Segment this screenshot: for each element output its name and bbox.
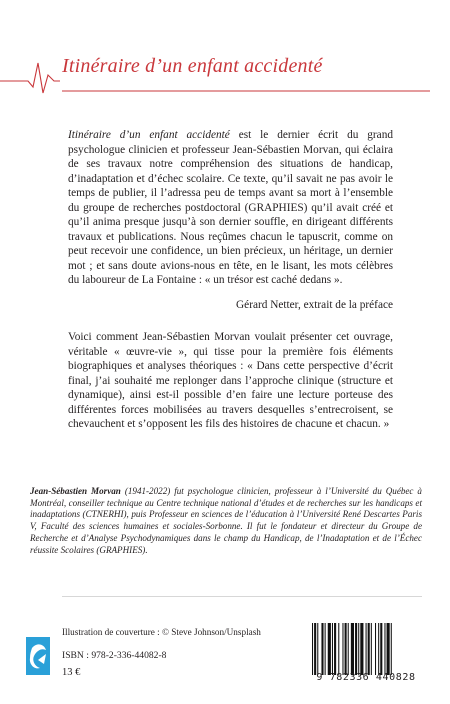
book-title: Itinéraire d’un enfant accidenté [62, 55, 323, 77]
barcode-digits: 9 782336 440828 [316, 672, 416, 683]
author-bio-text: (1941-2022) fut psychologue clinicien, professeur à l’Université du Québec à Montréal, conseiller technique au Centre technique national d’études et de recherches sur les handicaps et inadaptations (CTNERHI), puis Professeur en sciences de l’éducation à l’Université René Descartes Paris V, Faculté des sciences humaines et sociales-Sorbonne. Il fut le fondateur et directeur du Groupe de Recherche et d’Analyse Psychodynamiques dans le champ du Handicap, de l’Inadaptation et de l’Échec réussite Scolaires (GRAPHIES). [30, 486, 422, 555]
presentation-paragraph: Voici comment Jean-Sébastien Morvan voulait présenter cet ouvrage, véritable « œuvre-vie », qui tisse pour la première fois éléments biographiques et analyses théoriques : « Dans cette perspective d’écrit final, j’ai souhaité me replonger dans l’approche clinique (structure et dynamique), ainsi est-il possible d’en faire une lecture porteuse des différentes forces mobilisées au travers desquelles s’entrecroisent, se chevauchent et s’opposent les fils des histoires de chacune et chacun. » [68, 331, 393, 431]
footer-divider [62, 596, 422, 597]
isbn: ISBN : 978-2-336-44082-8 [62, 650, 167, 661]
author-name: Jean-Sébastien Morvan [30, 486, 121, 496]
preface-paragraph [68, 128, 393, 288]
publisher-logo-icon [22, 634, 54, 678]
author-bio [30, 486, 422, 556]
cover-credit: Illustration de couverture : © Steve Johnson/Unsplash [62, 627, 261, 637]
price: 13 € [62, 667, 81, 678]
preface-lead: Itinéraire d’un enfant accidenté [68, 129, 230, 141]
preface-text: est le dernier écrit du grand psychologue clinicien et professeur Jean-Sébastien Morvan, qui éclaira de ses travaux notre compréhension des situations de handicap, d’inadaptation et d’échec scolaire. Ce texte, qu’il savait ne pas avoir le temps de publier, il l’adressa peu de temps avant sa mort à l’ensemble du groupe de recherches postdoctoral (GRAPHIES) qu’il avait créé et qu’il anima presque jusqu’à son dernier souffle, en dirigeant différents travaux et publications. Nous reçûmes chacun le tapuscrit, comme on peut recevoir une confidence, un bien précieux, un héritage, un dernier mot ; et sans doute avions-nous en tête, en le lisant, les mots célèbres du laboureur de La Fontaine : « un trésor est caché dedans ». [68, 129, 393, 287]
preface-attribution: Gérard Netter, extrait de la préface [236, 299, 393, 311]
